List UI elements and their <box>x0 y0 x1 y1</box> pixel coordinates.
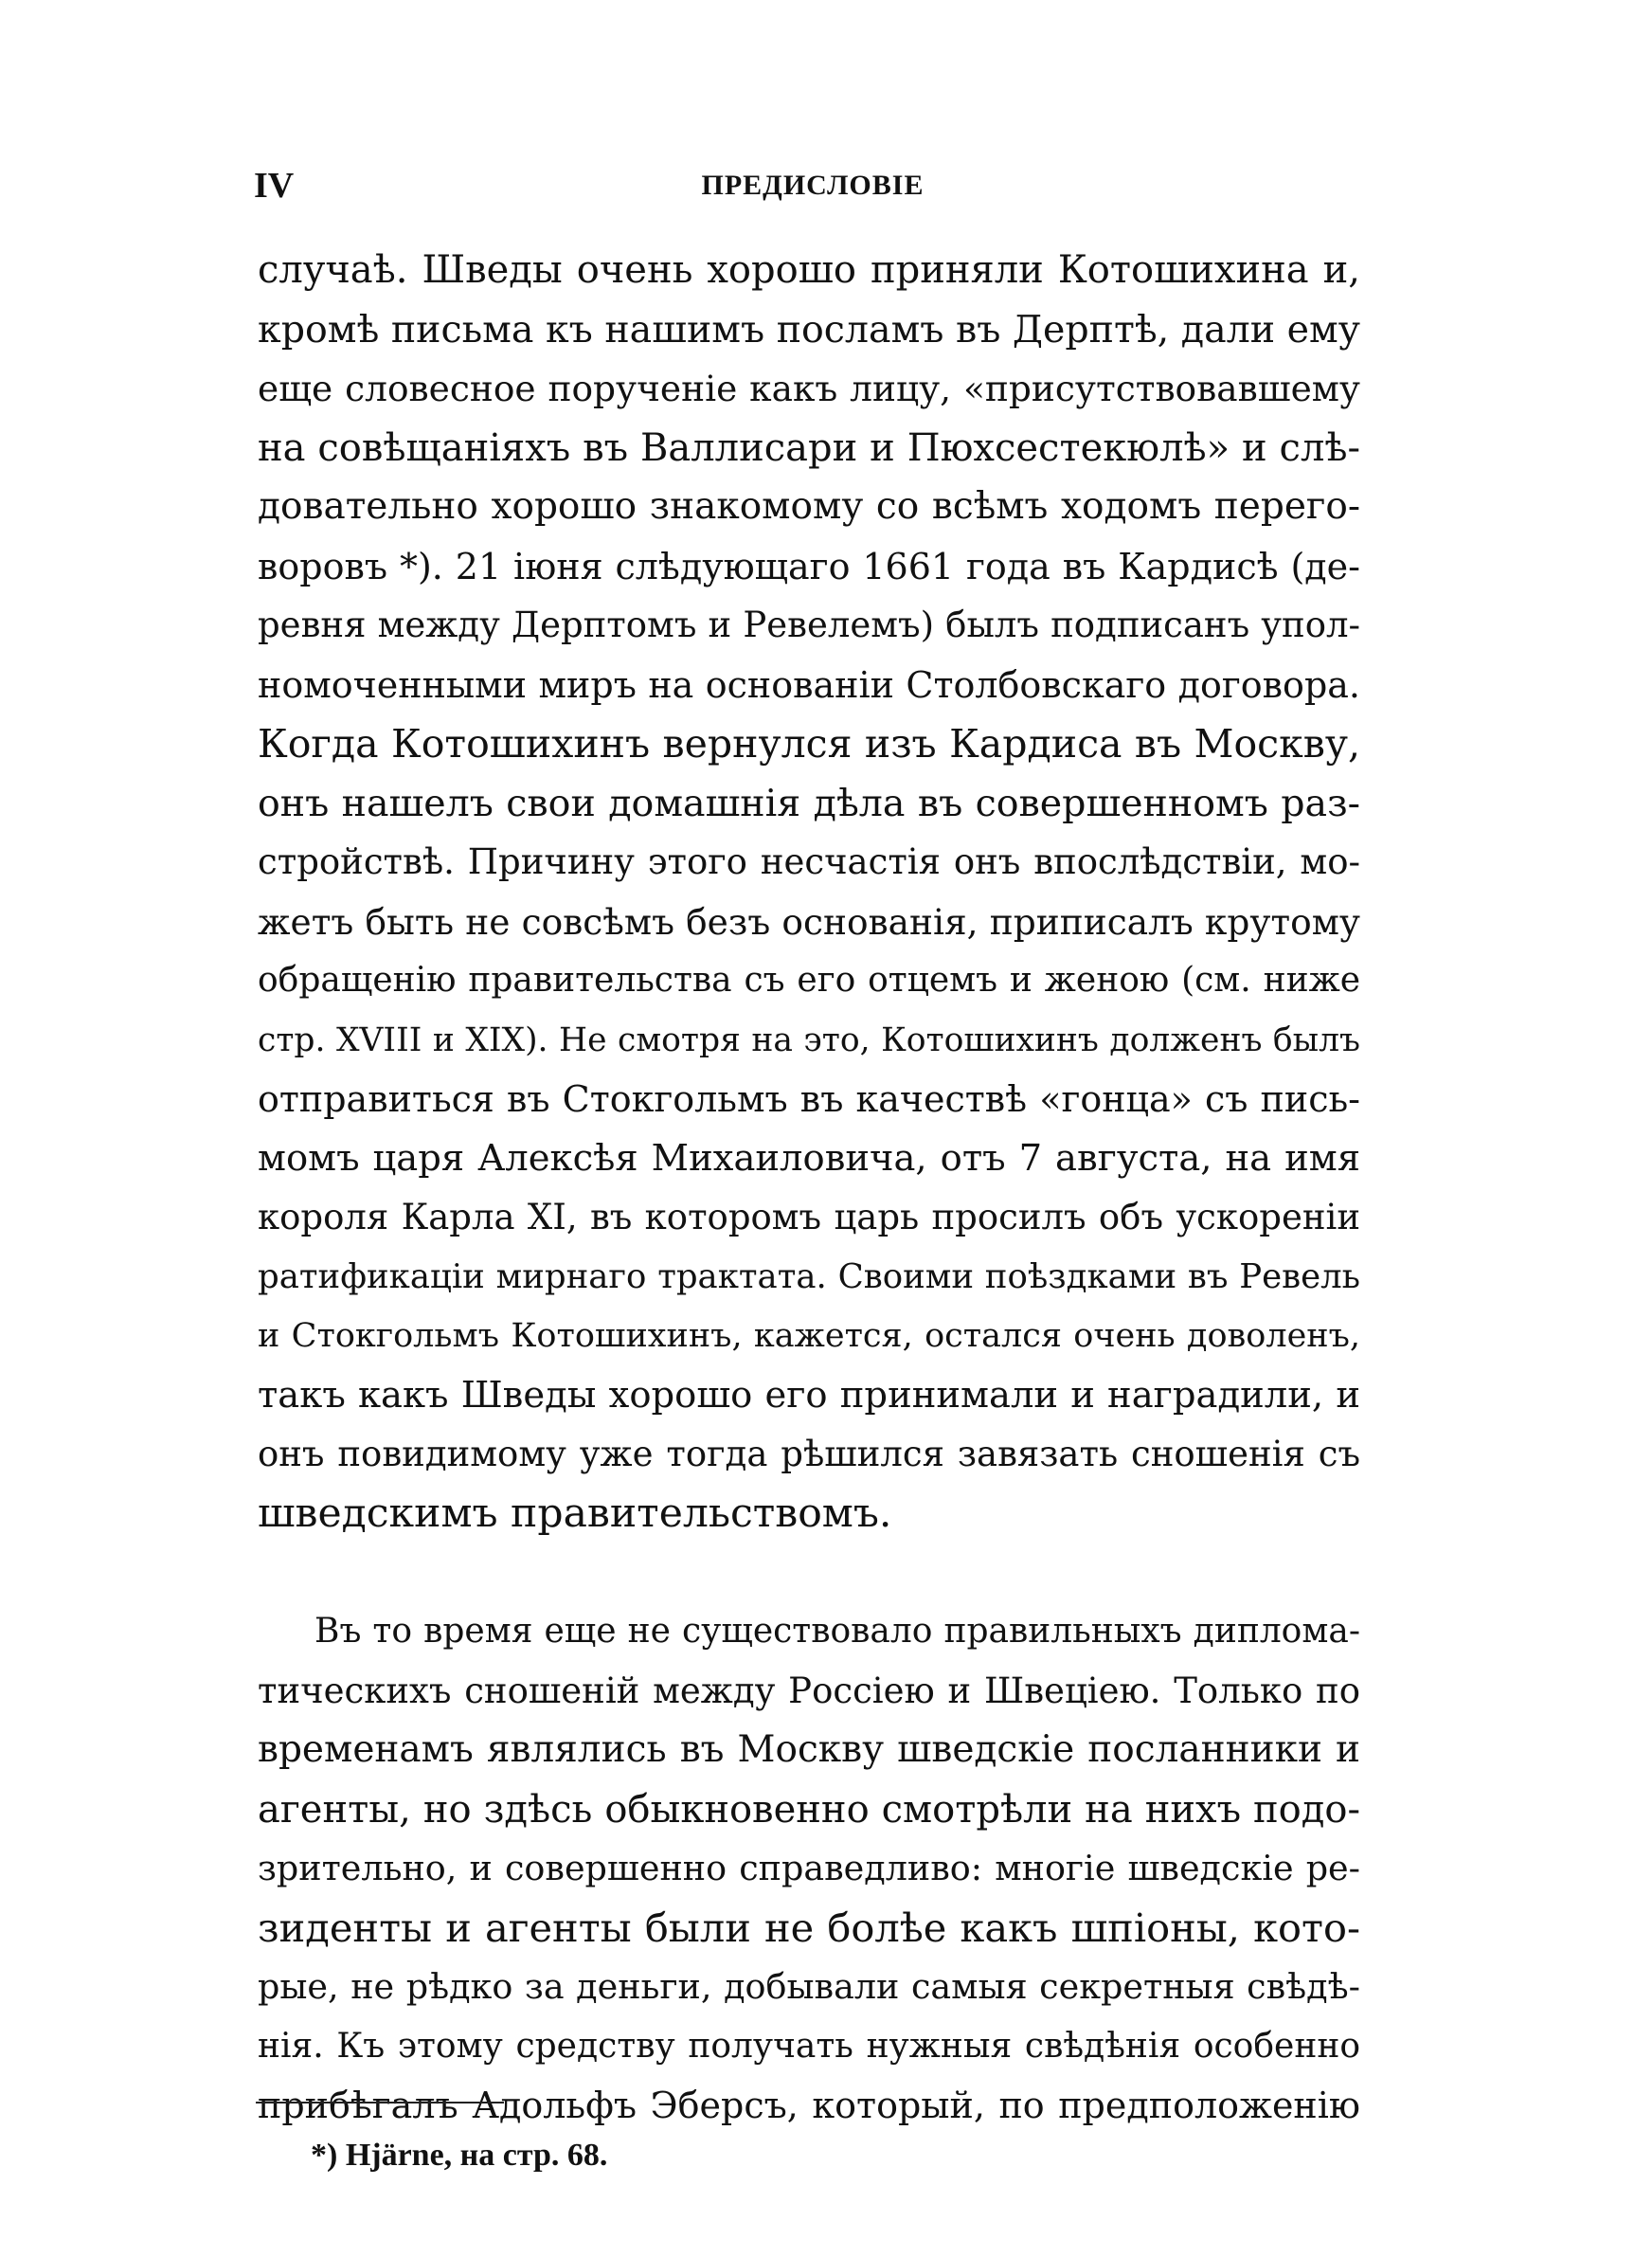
text-line: короля Карла XI, въ которомъ царь просилъ объ ускореніи <box>258 1197 1360 1237</box>
text-line: номоченными миръ на основаніи Столбовскаго договора. <box>258 663 1360 706</box>
text-line: ревня между Дерптомъ и Ревелемъ) былъ подписанъ упол- <box>258 605 1360 645</box>
text-line: онъ нашелъ свои домашнія дѣла въ совершенномъ раз- <box>258 781 1360 825</box>
text-line: рые, не рѣдко за деньги, добывали самыя секретныя свѣдѣ- <box>258 1966 1360 2007</box>
paragraph-1 <box>258 241 1360 1544</box>
text-line: обращенію правительства съ его отцемъ и женою (см. ниже <box>258 961 1360 1000</box>
text-line: случаѣ. Шведы очень хорошо приняли Котошихина и, <box>258 248 1360 292</box>
text-line: нія. Къ этому средству получать нужныя свѣдѣнія особенно <box>258 2026 1360 2066</box>
text-line: зиденты и агенты были не болѣе какъ шпіоны, кото- <box>258 1904 1360 1951</box>
text-line: шведскимъ правительствомъ. <box>258 1490 892 1537</box>
paragraph-gap <box>258 1544 1360 1602</box>
text-line: прибѣгалъ Адольфъ Эберсъ, который, по предположенію <box>258 2085 1360 2126</box>
text-line: отправиться въ Стокгольмъ въ качествѣ «гонца» съ пись- <box>258 1078 1360 1120</box>
text-line: зрительно, и совершенно справедливо: многіе шведскіе ре- <box>258 1848 1360 1888</box>
text-line: ратификаціи мирнаго трактата. Своими поѣздками въ Ревель <box>258 1256 1360 1296</box>
paragraph-2 <box>258 1602 1360 2136</box>
text-line: такъ какъ Шведы хорошо его принимали и наградили, и <box>258 1373 1360 1417</box>
footnote-divider <box>256 2102 504 2104</box>
text-line: стройствѣ. Причину этого несчастія онъ впослѣдствіи, мо- <box>258 841 1360 882</box>
text-line: стр. XVIII и XIX). Не смотря на это, Котошихинъ долженъ былъ <box>258 1020 1360 1059</box>
text-line: на совѣщаніяхъ въ Валлисари и Пюхсестекюлѣ» и слѣ- <box>258 425 1360 470</box>
text-line: тическихъ сношеній между Россіею и Швеціею. Только по <box>258 1670 1360 1711</box>
text-line: Въ то время еще не существовало правильныхъ диплома- <box>314 1612 1360 1651</box>
text-line: довательно хорошо знакомому со всѣмъ ходомъ перего- <box>258 485 1360 528</box>
text-line: кромѣ письма къ нашимъ посламъ въ Дерптѣ, дали ему <box>258 307 1360 352</box>
text-line: Когда Котошихинъ вернулся изъ Кардиса въ Москву, <box>258 721 1360 767</box>
page-header <box>254 157 1372 214</box>
footnote: *) Hjärne, на стр. 68. <box>311 2138 608 2173</box>
text-line: момъ царя Алексѣя Михаиловича, отъ 7 августа, на имя <box>258 1136 1360 1180</box>
body-text <box>258 241 1360 2136</box>
text-line: и Стокгольмъ Котошихинъ, кажется, остался очень доволенъ, <box>258 1317 1360 1355</box>
text-line: еще словесное порученіе какъ лицу, «присутствовавшему <box>258 368 1360 409</box>
text-line: временамъ являлись въ Москву шведскіе посланники и <box>258 1728 1360 1771</box>
text-line: онъ повидимому уже тогда рѣшился завязать сношенія съ <box>258 1434 1360 1474</box>
text-line: воровъ *). 21 іюня слѣдующаго 1661 года въ Кардисѣ (де- <box>258 545 1360 587</box>
running-title: ПРЕДИСЛОВІЕ <box>701 170 925 201</box>
text-line: агенты, но здѣсь обыкновенно смотрѣли на нихъ подо- <box>258 1787 1360 1832</box>
page-number: IV <box>254 166 295 206</box>
text-line: жетъ быть не совсѣмъ безъ основанія, приписалъ крутому <box>258 900 1360 943</box>
